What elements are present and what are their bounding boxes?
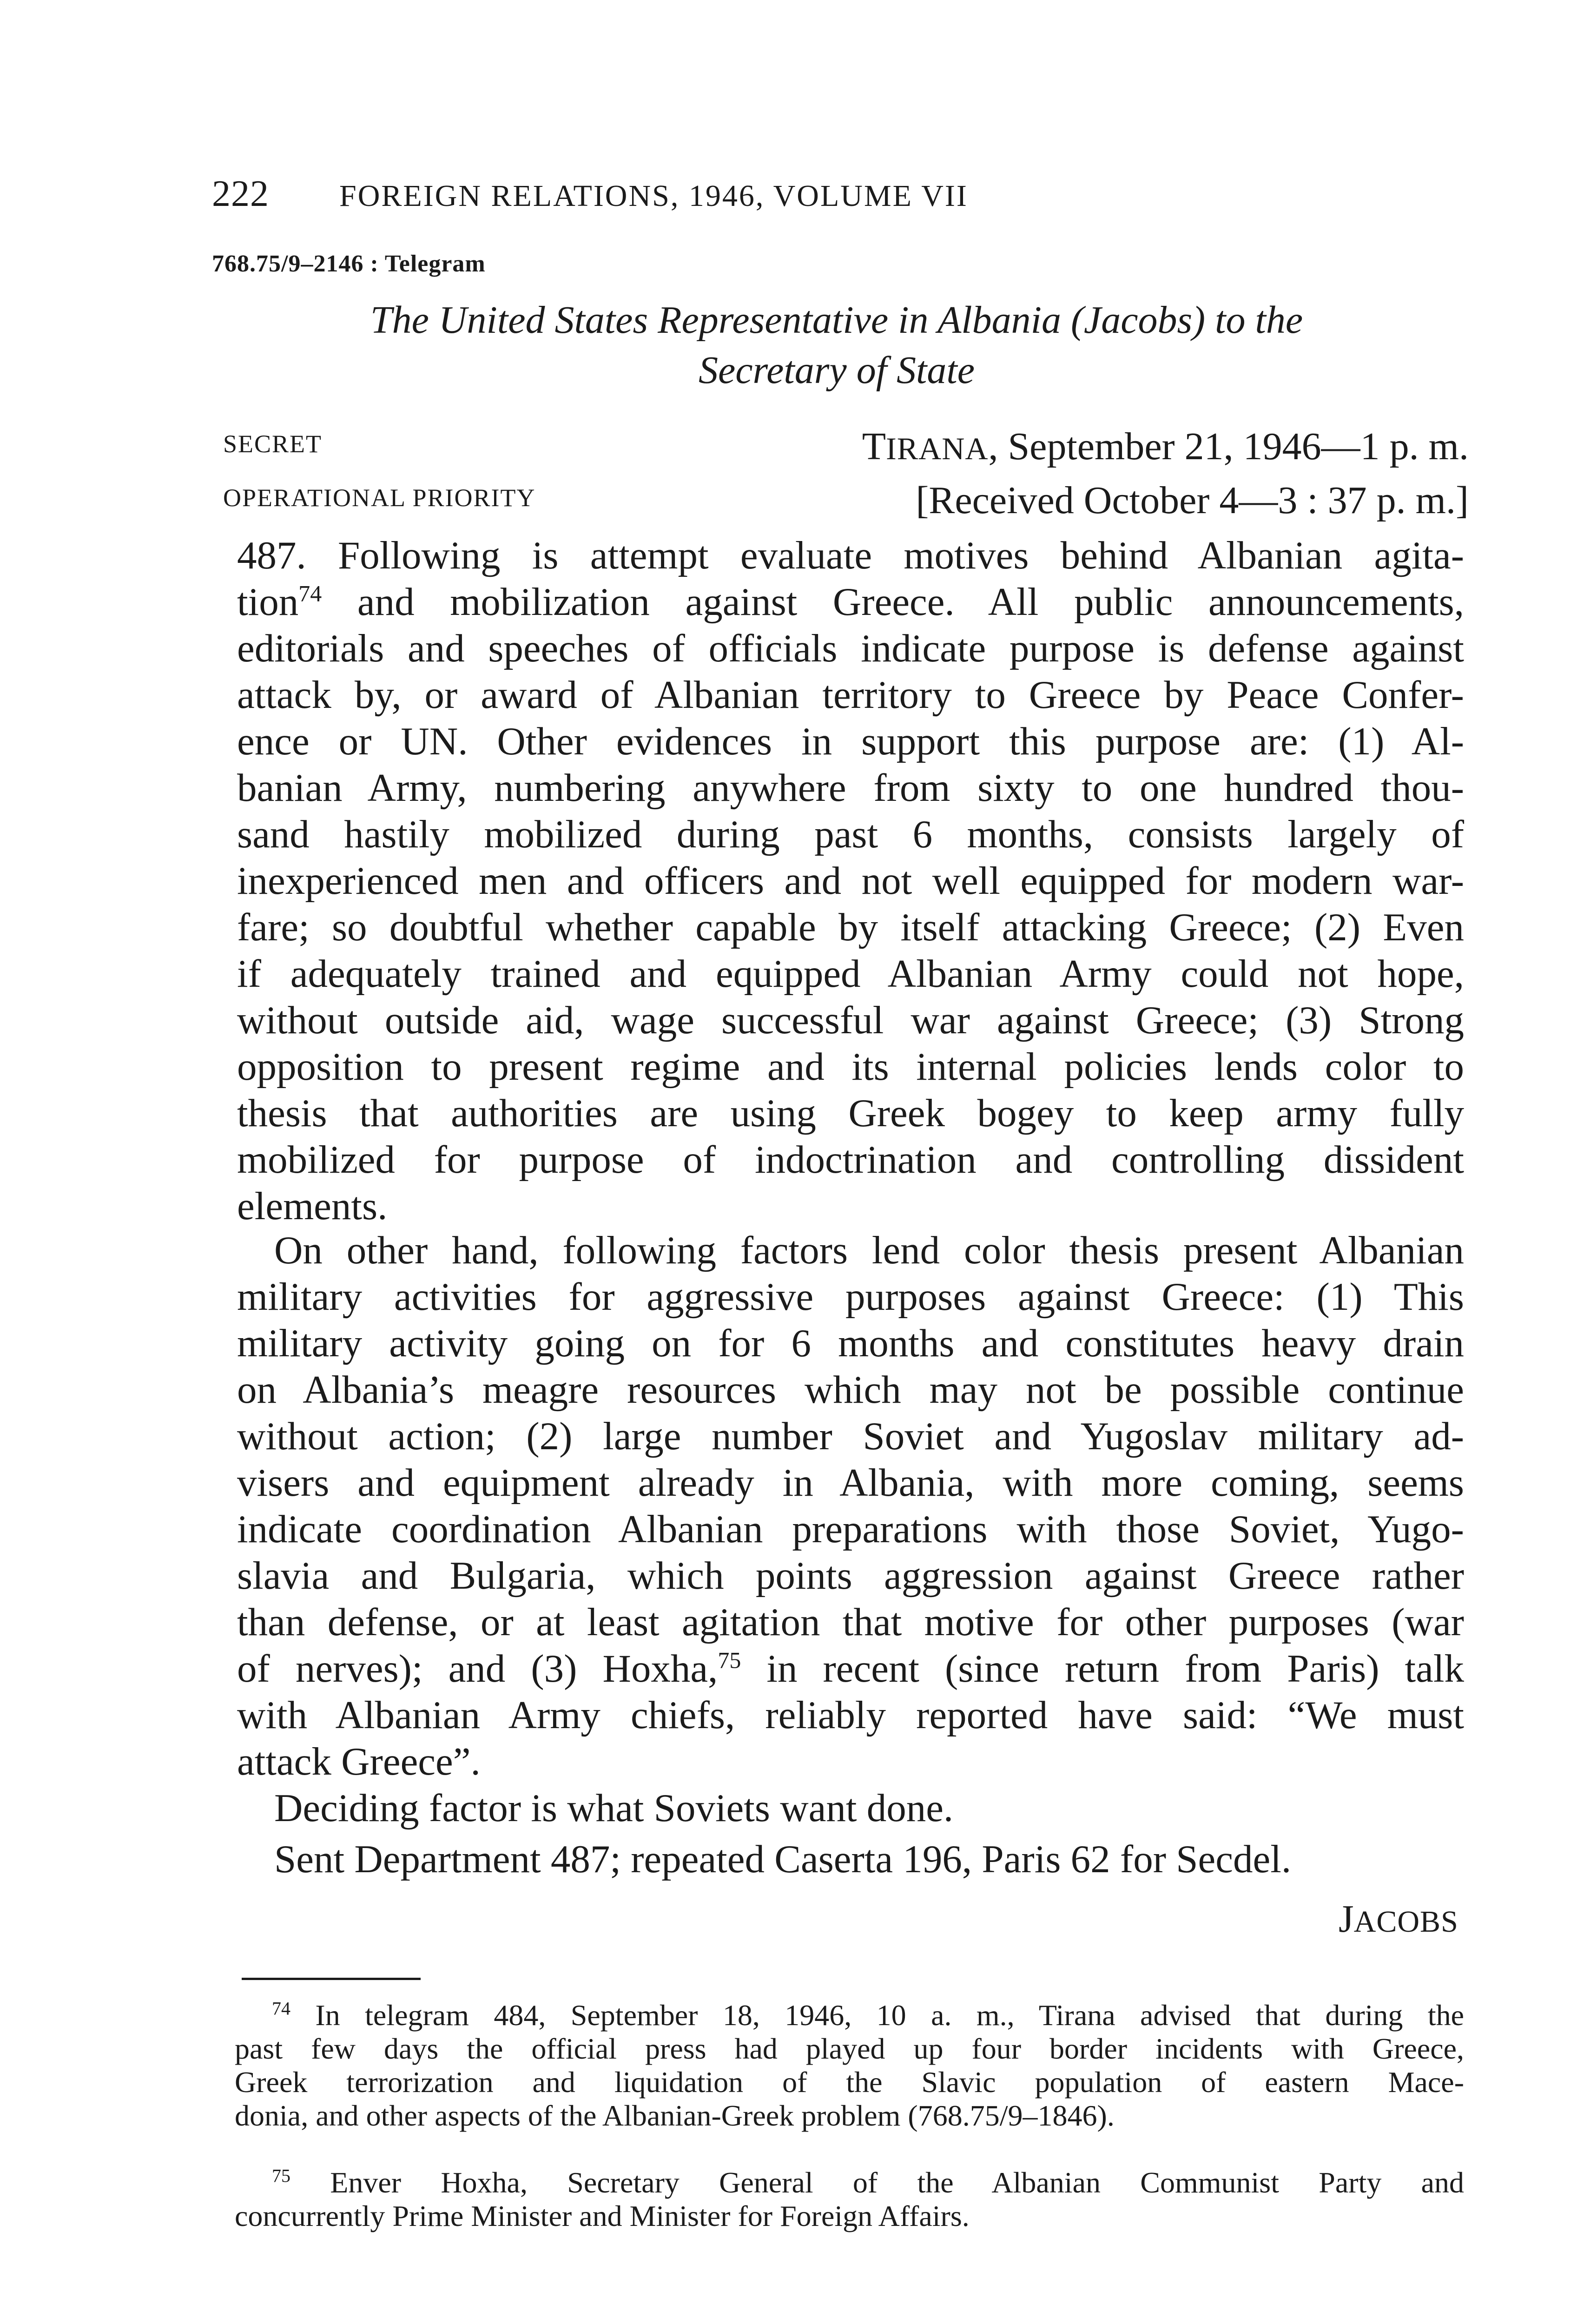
text-line: $^{74}$ In telegram 484, September 18, 1946, 10 a. m., Tirana advised that during the xyxy=(272,1998,1464,2032)
text-line: if adequately trained and equipped Albanian Army could not hope, xyxy=(237,952,1464,996)
text-line: tion$^{74}$ and mobilization against Greece. All public announcements, xyxy=(237,580,1464,624)
footnote-74 xyxy=(235,1999,1464,2133)
page-number: 222 xyxy=(212,173,269,214)
text-line: sand hastily mobilized during past 6 months, consists largely of xyxy=(237,812,1464,856)
file-reference: 768.75/9–2146 : Telegram xyxy=(212,251,486,277)
text-line: donia, and other aspects of the Albanian-Greek problem (768.75/9–1846). xyxy=(235,2099,1115,2132)
paragraph-2 xyxy=(237,1227,1464,1785)
text-line: past few days the official press had played up four border incidents with Greece, xyxy=(235,2032,1464,2065)
classification-secret: SECRET xyxy=(223,430,323,458)
text-line: military activity going on for 6 months and constitutes heavy drain xyxy=(237,1321,1464,1365)
text-line: with Albanian Army chiefs, reliably reported have said: “We must xyxy=(237,1693,1464,1737)
place-name: IRANA xyxy=(886,431,989,466)
text-line: ence or UN. Other evidences in support this purpose are: (1) Al- xyxy=(237,720,1464,763)
place-initial: T xyxy=(862,425,886,468)
footnote-divider xyxy=(242,1978,421,1980)
paragraph-4 xyxy=(237,1836,1464,1882)
text-line: Greek terrorization and liquidation of the Slavic population of eastern Mace- xyxy=(235,2066,1464,2099)
text-line: thesis that authorities are using Greek bogey to keep army fully xyxy=(237,1091,1464,1135)
text-line: than defense, or at least agitation that motive for other purposes (war xyxy=(237,1600,1464,1644)
text-line: of nerves); and (3) Hoxha,$^{75}$ in recent (since return from Paris) talk xyxy=(237,1647,1464,1690)
text-line: Deciding factor is what Soviets want done. xyxy=(274,1786,954,1830)
text-line: concurrently Prime Minister and Minister for Foreign Affairs. xyxy=(235,2199,970,2232)
text-line: slavia and Bulgaria, which points aggression against Greece rather xyxy=(237,1554,1464,1598)
footnote-marker: 74 xyxy=(272,1998,290,2019)
footnote-75 xyxy=(235,2166,1464,2233)
text-line: attack by, or award of Albanian territory to Greece by Peace Confer- xyxy=(237,673,1464,717)
text-line: banian Army, numbering anywhere from sixty to one hundred thou- xyxy=(237,766,1464,810)
text-line: indicate coordination Albanian preparations with those Soviet, Yugo- xyxy=(237,1507,1464,1551)
document-heading: The United States Representative in Albania (Jacobs) to the xyxy=(370,298,1303,342)
running-title: FOREIGN RELATIONS, 1946, VOLUME VII xyxy=(339,179,968,213)
text-line: opposition to present regime and its internal policies lends color to xyxy=(237,1045,1464,1089)
text-line: $^{75}$ Enver Hoxha, Secretary General of the Albanian Communist Party and xyxy=(272,2165,1464,2199)
text-line: on Albania’s meagre resources which may not be possible continue xyxy=(237,1368,1464,1412)
sent-date: , September 21, 1946—1 p. m. xyxy=(988,425,1469,468)
text-line: Sent Department 487; repeated Caserta 196, Paris 62 for Secdel. xyxy=(274,1837,1292,1881)
text-line: without action; (2) large number Soviet and Yugoslav military ad- xyxy=(237,1414,1464,1458)
text-line: military activities for aggressive purposes against Greece: (1) This xyxy=(237,1275,1464,1319)
signature: JACOBS xyxy=(1339,1897,1458,1941)
paragraph-3 xyxy=(237,1785,1464,1831)
running-header xyxy=(212,173,968,215)
dateline-sent xyxy=(806,424,1469,469)
text-line: inexperienced men and officers and not well equipped for modern war- xyxy=(237,859,1464,903)
text-line: attack Greece”. xyxy=(237,1740,481,1783)
dateline-received: [Received October 4—3 : 37 p. m.] xyxy=(916,479,1469,522)
footnote-marker: 75 xyxy=(272,2165,290,2186)
text-line: without outside aid, wage successful war against Greece; (3) Strong xyxy=(237,998,1464,1042)
footnote-ref-74: 74 xyxy=(298,580,322,607)
text-line: On other hand, following factors lend color thesis present Albanian xyxy=(274,1228,1464,1272)
text-line: editorials and speeches of officials indicate purpose is defense against xyxy=(237,627,1464,670)
text-line: elements. xyxy=(237,1184,388,1228)
text-line: visers and equipment already in Albania, with more coming, seems xyxy=(237,1461,1464,1505)
classification-priority: OPERATIONAL PRIORITY xyxy=(223,484,536,512)
text-line: fare; so doubtful whether capable by itself attacking Greece; (2) Even xyxy=(237,905,1464,949)
document-heading-line2: Secretary of State xyxy=(698,349,975,392)
paragraph-1 xyxy=(237,532,1464,1229)
footnote-ref-75: 75 xyxy=(718,1647,741,1673)
text-line: mobilized for purpose of indoctrination and controlling dissident xyxy=(237,1138,1464,1182)
text-line: 487. Following is attempt evaluate motives behind Albanian agita- xyxy=(237,534,1464,577)
